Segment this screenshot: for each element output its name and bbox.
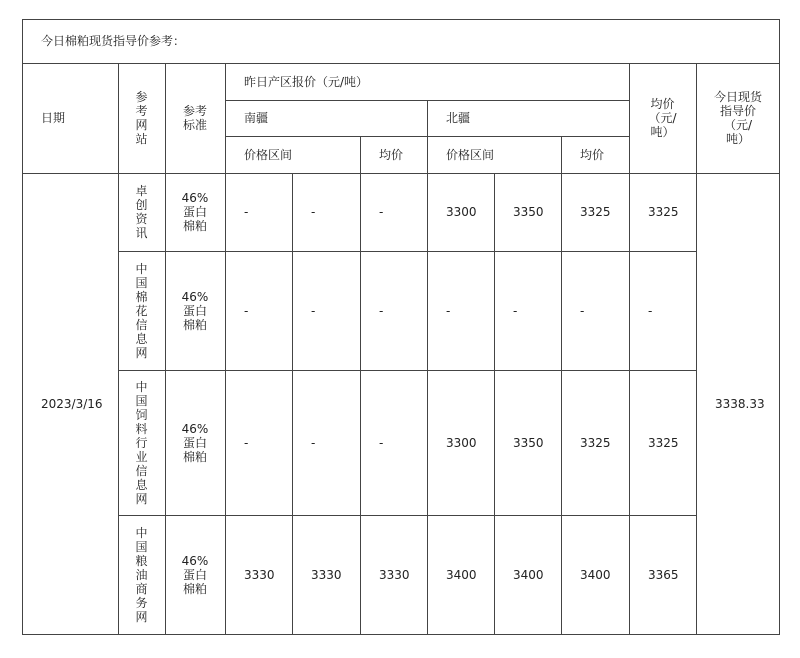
header-standard: 参考 标准 — [182, 104, 207, 132]
north-avg: 3325 — [580, 205, 611, 219]
row-avg: - — [648, 303, 653, 318]
south-high: - — [311, 435, 316, 450]
south-high: - — [311, 303, 316, 318]
header-guide-price: 今日现货 指导价 （元/ 吨） — [713, 90, 762, 146]
guide-price-cell: 3338.33 — [715, 396, 765, 411]
header-date: 日期 — [41, 111, 66, 125]
header-yesterday-quote: 昨日产区报价（元/吨） — [244, 74, 369, 89]
header-north-price-range: 价格区间 — [446, 147, 495, 162]
row-site: 中 国 饲 料 行 业 信 息 网 — [135, 379, 148, 506]
south-high: - — [311, 205, 316, 219]
north-low: 3300 — [446, 205, 477, 219]
south-avg: - — [379, 435, 384, 450]
north-high: 3400 — [513, 567, 544, 582]
row-site: 中 国 粮 油 商 务 网 — [135, 525, 148, 624]
header-site: 参 考 网 站 — [135, 90, 148, 146]
header-south-price-range: 价格区间 — [244, 147, 293, 162]
north-avg: 3400 — [580, 567, 611, 582]
row-standard: 46% 蛋白 棉粕 — [181, 289, 209, 332]
header-avg-unit: 均价 （元/ 吨） — [648, 97, 677, 139]
south-low: 3330 — [244, 567, 275, 582]
south-low: - — [244, 205, 249, 219]
header-south-avg: 均价 — [379, 147, 404, 162]
south-avg: 3330 — [379, 567, 410, 582]
row-avg: 3325 — [648, 435, 679, 450]
south-low: - — [244, 435, 249, 450]
header-north-avg: 均价 — [580, 147, 605, 162]
row-site: 中 国 棉 花 信 息 网 — [135, 261, 148, 360]
north-avg: - — [580, 303, 585, 318]
header-south: 南疆 — [244, 111, 269, 125]
row-standard: 46% 蛋白 棉粕 — [181, 421, 209, 464]
south-low: - — [244, 303, 249, 318]
north-low: 3400 — [446, 567, 477, 582]
north-high: - — [513, 303, 518, 318]
row-avg: 3325 — [648, 205, 679, 219]
south-avg: - — [379, 205, 384, 219]
north-high: 3350 — [513, 435, 544, 450]
row-standard: 46% 蛋白 棉粕 — [181, 553, 209, 596]
row-site: 卓 创 资 讯 — [135, 184, 148, 240]
date-cell: 2023/3/16 — [41, 396, 103, 411]
north-high: 3350 — [513, 205, 544, 219]
south-avg: - — [379, 303, 384, 318]
south-high: 3330 — [311, 567, 342, 582]
row-avg: 3365 — [648, 567, 679, 582]
row-standard: 46% 蛋白 棉粕 — [181, 191, 209, 233]
north-avg: 3325 — [580, 435, 611, 450]
north-low: 3300 — [446, 435, 477, 450]
header-north: 北疆 — [446, 111, 471, 125]
north-low: - — [446, 303, 451, 318]
table-title: 今日棉粕现货指导价参考： — [41, 34, 186, 48]
